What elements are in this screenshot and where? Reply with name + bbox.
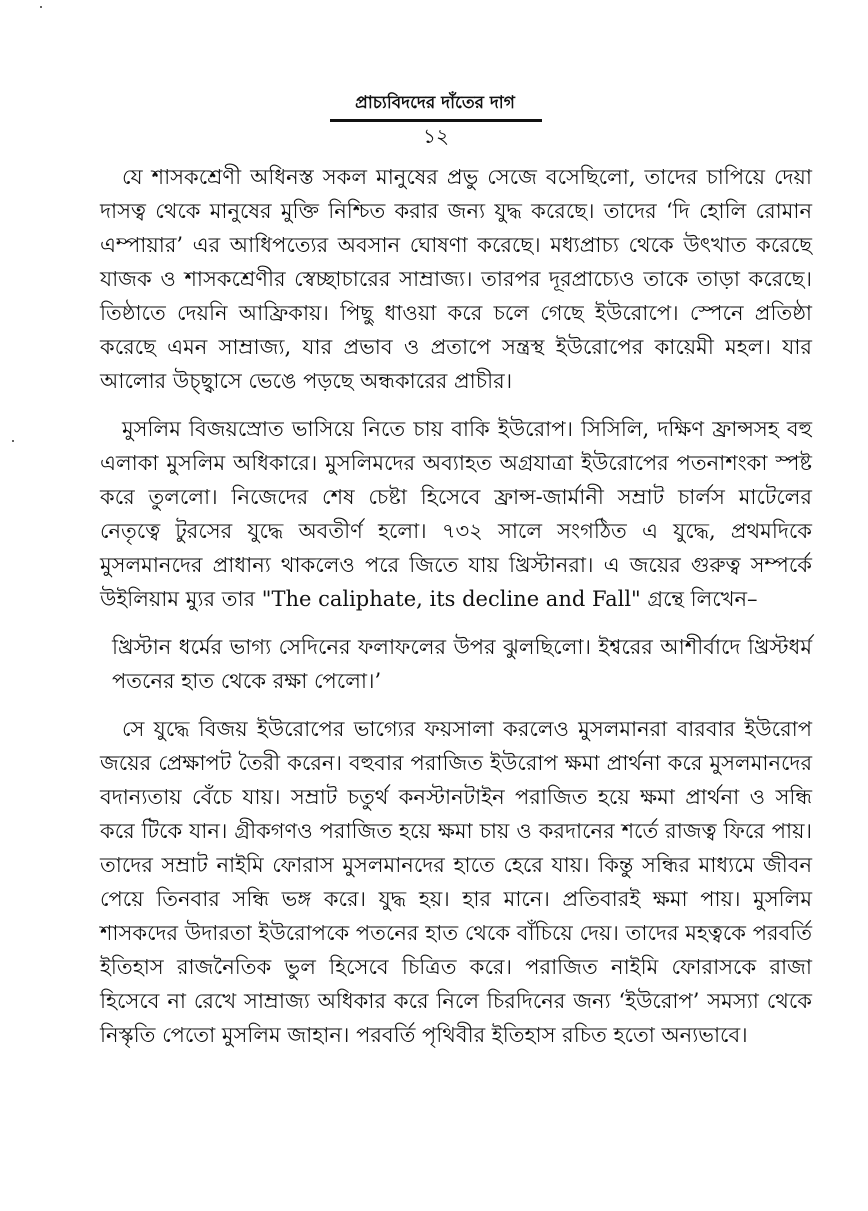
running-title: প্রাচ্যবিদদের দাঁতের দাগ bbox=[355, 93, 515, 113]
paragraph-4: সে যুদ্ধে বিজয় ইউরোপের ভাগ্যের ফয়সালা করলেও মুসলমানরা বারবার ইউরোপ জয়ের প্রেক্ষাপট তৈরী করেন। বহুবার পরাজিত ইউরোপ ক্ষমা প্রার্থনা করে মুসলমানদের বদান্যতায় বেঁচে যায়। সম্রাট চতুর্থ কনস্টানটাইন পরাজিত হয়ে ক্ষমা প্রার্থনা ও সন্ধি করে টিকে যান। গ্রীকগণও পরাজিত হয়ে ক্ষমা চায় ও করদানের শর্তে রাজত্ব ফিরে পায়। তাদের সম্রাট নাইমি ফোরাস মুসলমানদের হাতে হেরে যায়। কিন্তু সন্ধির মাধ্যমে জীবন পেয়ে তিনবার সন্ধি ভঙ্গ করে। যুদ্ধ হয়। হার মানে। প্রতিবারই ক্ষমা পায়। মুসলিম শাসকদের উদারতা ইউরোপকে পতনের হাত থেকে বাঁচিয়ে দেয়। তাদের মহত্বকে পরবর্তি ইতিহাস রাজনৈতিক ভুল হিসেবে চিত্রিত করে। পরাজিত নাইমি ফোরাসকে রাজা হিসেবে না রেখে সাম্রাজ্য অধিকার করে নিলে চিরদিনের জন্য ‘ইউরোপ’ সমস্যা থেকে নিস্কৃতি পেতো মুসলিম জাহান। পরবর্তি পৃথিবীর ইতিহাস রচিত হতো অন্যভাবে। bbox=[100, 717, 812, 1047]
quote-paragraph: খ্রিস্টান ধর্মের ভাগ্য সেদিনের ফলাফলের উপর ঝুলছিলো। ইশ্বরের আশীর্বাদে খ্রিস্টধর্ম পতনের হাত থেকে রক্ষা পেলো।’ bbox=[112, 635, 812, 693]
scan-speck-left bbox=[12, 440, 14, 442]
scan-speck-top bbox=[40, 6, 42, 8]
header-rule bbox=[330, 119, 542, 122]
paragraph-2: মুসলিম বিজয়স্রোত ভাসিয়ে নিতে চায় বাকি ইউরোপ। সিসিলি, দক্ষিণ ফ্রান্সসহ বহু এলাকা মুসলিম অধিকারে। মুসলিমদের অব্যাহত অগ্রযাত্রা ইউরোপের পতনাশংকা স্পষ্ট করে তুললো। নিজেদের শেষ চেষ্টা হিসেবে ফ্রান্স-জার্মানী সম্রাট চার্লস মাটেলের নেতৃত্বে টুরসের যুদ্ধে অবতীর্ণ হলো। ৭৩২ সালে সংগঠিত এ যুদ্ধে, প্রথমদিকে মুসলমানদের প্রাধান্য থাকলেও পরে জিতে যায় খ্রিস্টানরা। এ জয়ের গুরুত্ব সম্পর্কে উইলিয়াম ম্যুর তার "The caliphate, its decline and Fall" গ্রন্থে লিখেন– bbox=[100, 417, 812, 611]
page-number: ১২ bbox=[423, 124, 449, 148]
body-text bbox=[100, 160, 812, 1052]
paragraph-1: যে শাসকশ্রেণী অধিনস্ত সকল মানুষের প্রভু সেজে বসেছিলো, তাদের চাপিয়ে দেয়া দাসত্ব থেকে মানুষের মুক্তি নিশ্চিত করার জন্য যুদ্ধ করেছে। তাদের ‘দি হোলি রোমান এম্পায়ার’ এর আধিপত্যের অবসান ঘোষণা করেছে। মধ্যপ্রাচ্য থেকে উৎখাত করেছে যাজক ও শাসকশ্রেণীর স্বেচ্ছাচারের সাম্রাজ্য। তারপর দূরপ্রাচ্যেও তাকে তাড়া করেছে। তিষ্ঠাতে দেয়নি আফ্রিকায়। পিছু ধাওয়া করে চলে গেছে ইউরোপে। স্পেনে প্রতিষ্ঠা করেছে এমন সাম্রাজ্য, যার প্রভাব ও প্রতাপে সন্ত্রস্থ ইউরোপের কায়েমী মহল। যার আলোর উচ্ছ্বাসে ভেঙে পড়ছে অন্ধকারের প্রাচীর। bbox=[100, 165, 812, 393]
